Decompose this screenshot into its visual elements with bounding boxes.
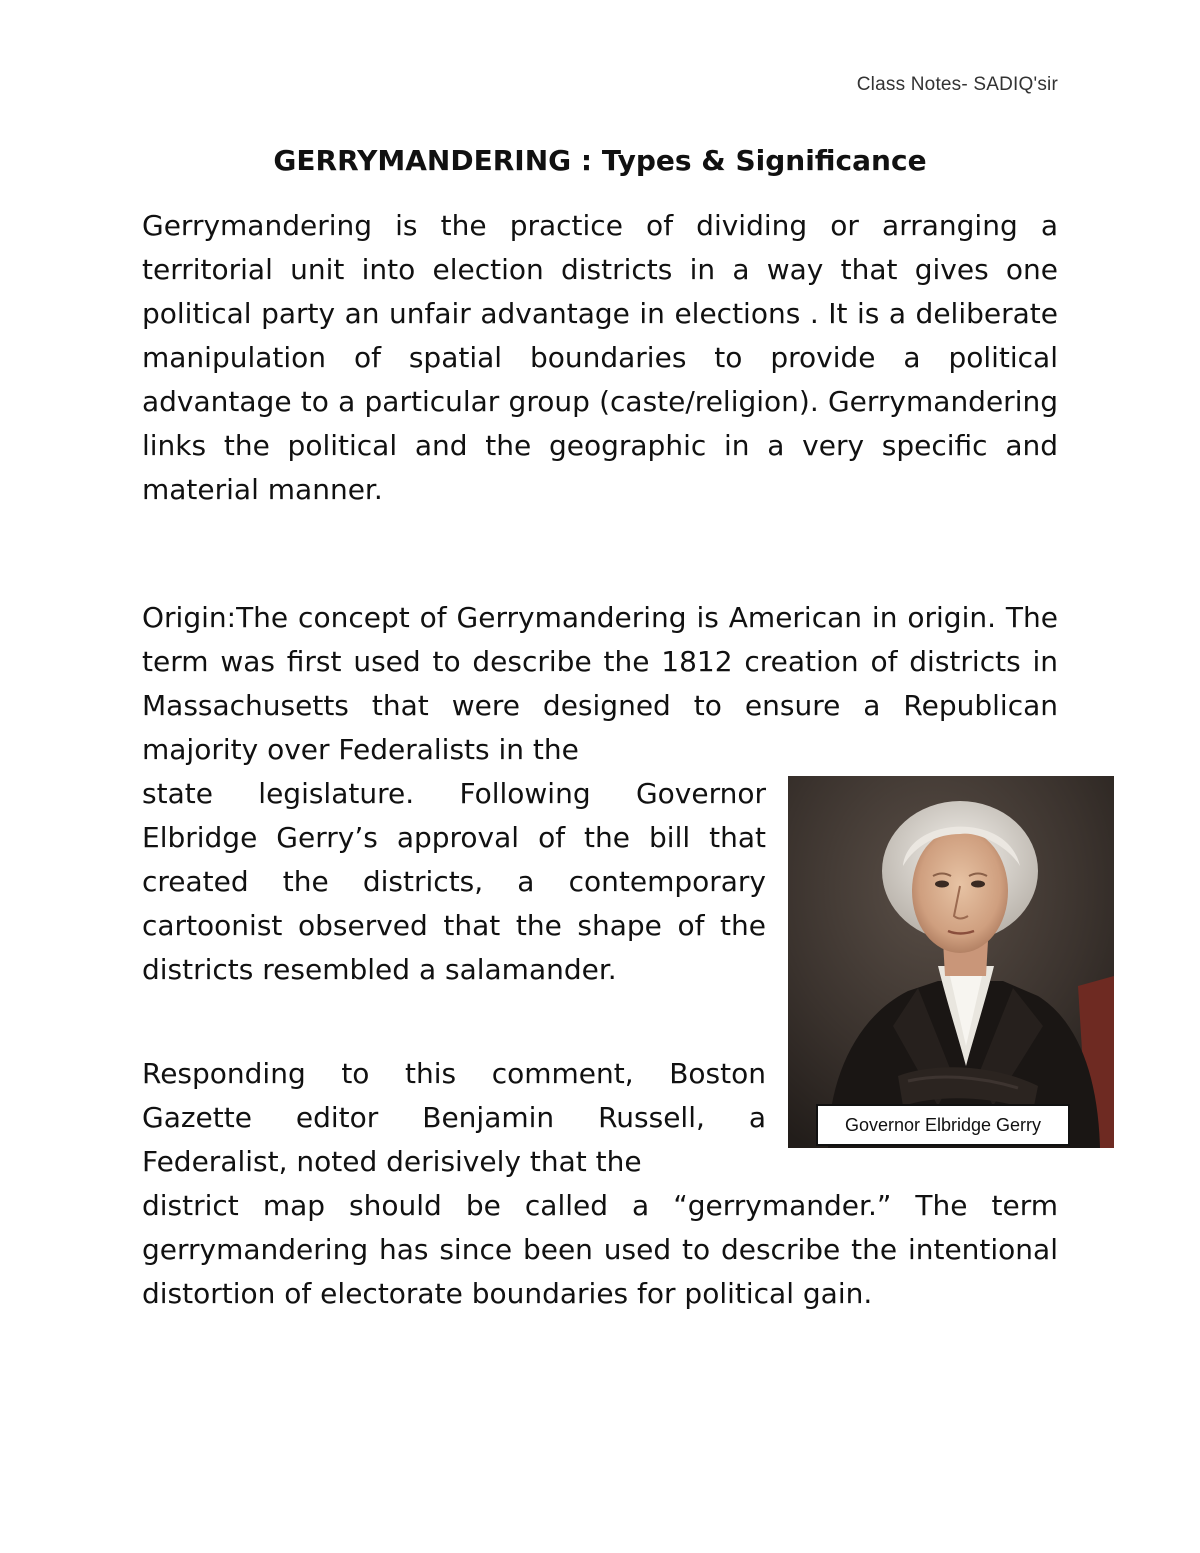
page-title: GERRYMANDERING : Types & Significance	[273, 144, 927, 177]
origin-paragraph: Origin:The concept of Gerrymandering is American in origin. The term was first used to describe the 1812 creation of districts in Massachusetts that were designed to ensure a Republican majority over Federalists in the	[142, 601, 1058, 766]
response-paragraph: Responding to this comment, Boston Gazette editor Benjamin Russell, a Federalist, noted derisively that the	[142, 1057, 766, 1178]
intro-paragraph: Gerrymandering is the practice of dividing or arranging a territorial unit into election districts in a way that gives one political party an unfair advantage in elections . It is a deliberate manipulation of spatial boundaries to provide a political advantage to a particular group (caste/religion). Gerrymandering links the political and the geographic in a very specific and material manner.	[142, 209, 1058, 506]
header-note: Class Notes- SADIQ'sir	[856, 74, 1058, 95]
portrait-image	[788, 776, 1114, 1148]
response-paragraph-continued: district map should be called a “gerrymander.” The term gerrymandering has since been used to describe the intentional distortion of electorate boundaries for political gain.	[142, 1189, 1058, 1310]
origin-paragraph-wrapped: state legislature. Following Governor Elbridge Gerry’s approval of the bill that created the districts, a contemporary cartoonist observed that the shape of the districts resembled a salamander.	[142, 777, 766, 986]
portrait-caption: Governor Elbridge Gerry	[816, 1104, 1070, 1146]
